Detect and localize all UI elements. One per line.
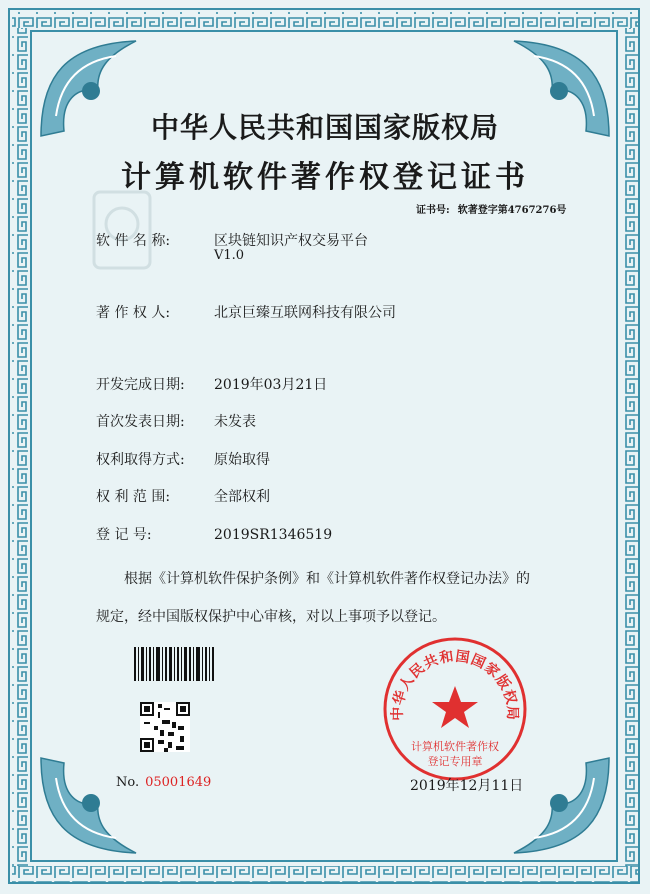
field-rights-acquisition (96, 449, 270, 469)
statement-line: 根据《计算机软件保护条例》和《计算机软件著作权登记办法》的 (124, 571, 530, 587)
issue-date: 2019年12月11日 (410, 778, 524, 794)
field-value: 未发表 (214, 414, 256, 430)
field-development-date (96, 374, 327, 394)
field-label: 首次发表日期: (96, 414, 185, 430)
official-seal (380, 634, 530, 784)
software-version: V1.0 (214, 248, 245, 263)
field-label: 著 作 权 人: (96, 305, 171, 321)
seal-line-1: 计算机软件著作权 (411, 740, 499, 753)
field-value: 原始取得 (214, 452, 270, 468)
corner-ornament-bottom-left (36, 748, 146, 858)
seal-arc-text: 中华人民共和国国家版权局 (389, 648, 521, 721)
field-value: 2019年03月21日 (214, 377, 328, 393)
field-value: 全部权利 (214, 489, 270, 505)
field-label: 权 利 范 围: (96, 489, 171, 505)
seal-line-2: 登记专用章 (427, 755, 483, 768)
barcode (134, 647, 214, 681)
field-first-publication-date (96, 411, 256, 431)
certificate-title: 计算机软件著作权登记证书 (121, 160, 529, 195)
field-value: 2019SR1346519 (214, 527, 333, 543)
certificate-number (416, 201, 566, 216)
statement-line: 规定，经中国版权保护中心审核，对以上事项予以登记。 (96, 609, 446, 625)
field-label: 开发完成日期: (96, 377, 185, 393)
field-value: 区块链知识产权交易平台 (214, 233, 368, 249)
field-label: 软 件 名 称: (96, 233, 171, 249)
certificate-number-label: 证书号: (416, 205, 450, 216)
field-software-name (96, 230, 368, 250)
serial-number-value: 05001649 (145, 775, 212, 790)
field-value: 北京巨臻互联网科技有限公司 (214, 305, 396, 321)
serial-prefix: No. (116, 775, 140, 790)
field-registration-number (96, 524, 332, 544)
field-label: 权利取得方式: (96, 452, 185, 468)
field-label: 登 记 号: (96, 527, 152, 543)
issuing-authority-title: 中华人民共和国国家版权局 (150, 111, 499, 144)
certificate-number-value: 软著登字第4767276号 (457, 205, 567, 216)
field-rights-scope (96, 486, 270, 506)
serial-number (116, 775, 211, 790)
qr-code (140, 702, 190, 752)
field-copyright-owner (96, 302, 396, 322)
registration-statement (96, 560, 616, 636)
